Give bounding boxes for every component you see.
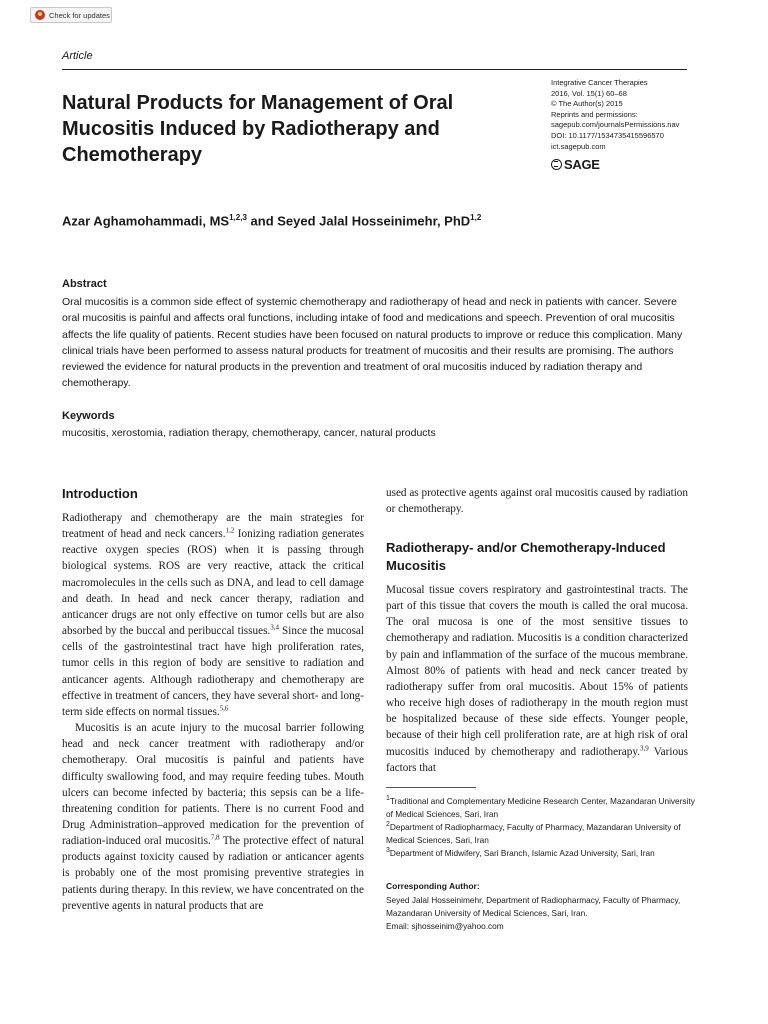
author-1: Azar Aghamohammadi, MS	[62, 213, 230, 229]
citation: 1,2	[225, 526, 235, 535]
affiliation-text: Department of Midwifery, Sari Branch, Islamic Azad University, Sari, Iran	[389, 848, 655, 858]
affiliation-number: 3	[386, 847, 390, 855]
abstract-heading: Abstract	[62, 278, 107, 290]
citation: 5,6	[219, 704, 229, 713]
intro-p2-text-a: Mucositis is an acute injury to the mucosal barrier following head and neck cancer treatment with radiotherapy and/or chemotherapy. Oral mucositis is painful and patients have difficulty swallowing food, and may require feeding tubes. Mouth ulcers can become infected by bacteria; this sepsis can be a life-threatening condition for patients. There is no current Food and Drug Administration–approved medication for the prevention of radiation-induced oral mucositis.	[62, 722, 364, 848]
author-2-affiliations: 1,2	[470, 213, 482, 222]
article-title: Natural Products for Management of Oral Mucositis Induced by Radiotherapy and Chemotherapy	[62, 92, 454, 166]
affiliation-3	[386, 847, 696, 860]
keywords-heading: Keywords	[62, 410, 115, 422]
abstract-text: Oral mucositis is a common side effect of systemic chemotherapy and radiotherapy of head and neck in patients with cancer. Severe oral mucositis is painful and affects oral functions, including intake of food and medications and speech. Prevention of oral mucositis affects the life quality of patients. Recent studies have been focused on natural products to improve or reduce this complication. Many clinical trials have been performed to assess natural products for treatment of mucositis and their results are promising. The authors reviewed the evidence for natural products in the prevention and treatment of oral mucositis induced by radiation therapy and chemotherapy.	[62, 296, 683, 390]
citation: 3,4	[270, 623, 279, 632]
crossmark-icon	[35, 10, 45, 20]
introduction-body	[62, 510, 364, 914]
author-1-affiliations: 1,2,3	[229, 213, 247, 222]
intro-paragraph-1	[62, 510, 364, 720]
mucositis-section-heading: Radiotherapy- and/or Chemotherapy-Induced Mucositis	[386, 540, 666, 573]
author-line	[62, 213, 481, 228]
journal-url[interactable]: ict.sagepub.com	[551, 141, 606, 151]
intro-p2-text-b: The protective effect of natural products against toxicity caused by radiation or anticancer agents is probably one of the most promising preventive strategies in patients during therapy. In this review, we have concentrated on the preventive agents in natural products that are	[62, 835, 364, 912]
continuation-paragraph: used as protective agents against oral mucositis caused by radiation or chemotherapy.	[386, 487, 688, 516]
check-for-updates-label: Check for updates	[49, 10, 110, 20]
intro-p1-text-c: Since the mucosal cells of the gastrointestinal tract have high proliferation rates, tumor cells in this region of body are sensitive to radiation and anticancer agents. Although radiotherapy and chemotherapy are effective in treatment of cancers, they have several short- and long-term side effects on normal tissues.	[62, 625, 364, 718]
journal-name: Integrative Cancer Therapies	[551, 78, 648, 87]
publisher-name: SAGE	[564, 157, 600, 172]
mucositis-text-b: Various factors that	[386, 745, 688, 774]
affiliation-text: Department of Radiopharmacy, Faculty of Pharmacy, Mazandaran University of Medical Sciences, Sari, Iran	[386, 822, 681, 845]
affiliation-1	[386, 795, 696, 821]
intro-p1-text-b: Ionizing radiation generates reactive oxygen species (ROS) when it is passing through biological systems. ROS are very reactive, attack the critical macromolecules in the cells such as DNA, and lead to cell damage and death. In head and neck cancer therapy, radiation and anticancer drugs are not only effective on tumor cells but are also absorbed by the buccal and peribuccal tissues.	[62, 528, 364, 638]
author-2: Seyed Jalal Hosseinimehr, PhD	[277, 213, 471, 229]
affiliation-number: 2	[386, 821, 390, 829]
sage-logo-icon	[551, 159, 562, 170]
permissions-link[interactable]: sagepub.com/journalsPermissions.nav	[551, 120, 680, 130]
mucositis-section-body	[386, 582, 688, 776]
article-type-label: Article	[62, 50, 93, 62]
affiliation-2	[386, 821, 696, 847]
journal-volume: 2016, Vol. 15(1) 60–68	[551, 88, 627, 98]
affiliation-number: 1	[386, 795, 390, 803]
author-conjunction: and	[246, 213, 278, 229]
affiliation-text: Traditional and Complementary Medicine Research Center, Mazandaran University of Medical Sciences, Sari, Iran	[386, 796, 695, 819]
introduction-heading: Introduction	[62, 486, 138, 501]
publisher-logo	[551, 157, 600, 172]
corresponding-author-address: Seyed Jalal Hosseinimehr, Department of Radiopharmacy, Faculty of Pharmacy, Mazandaran University of Medical Sciences, Sari, Iran.	[386, 895, 681, 918]
citation: 3,9	[639, 743, 649, 752]
corresponding-author-details	[386, 894, 696, 933]
intro-continuation	[386, 485, 688, 517]
mucositis-text-a: Mucosal tissue covers respiratory and gastrointestinal tracts. The part of this tissue that covers the mouth is called the oral mucosa. The oral mucosa is one of the most sensitive tissues to chemotherapy and radiation. Mucositis is a condition characterized by pain and inflammation of the surface of the mucous membrane. Almost 80% of patients with head and neck cancer treated by radiotherapy suffer from oral mucositis. About 15% of patients who receive high doses of radiotherapy in the mouth region must be hospitalized because of these side effects. Younger people, because of their high cell proliferation rate, are at high risk of oral mucositis induced by chemotherapy and radiotherapy.	[386, 584, 688, 758]
keywords-text: mucositis, xerostomia, radiation therapy, chemotherapy, cancer, natural products	[62, 427, 436, 439]
corresponding-author-email[interactable]: Email: sjhosseinim@yahoo.com	[386, 921, 504, 931]
footnote-divider	[386, 787, 476, 788]
copyright: © The Author(s) 2015	[551, 99, 623, 109]
corresponding-author-heading: Corresponding Author:	[386, 881, 480, 891]
intro-paragraph-2	[62, 720, 364, 914]
intro-p1-text-a: Radiotherapy and chemotherapy are the main strategies for treatment of head and neck cancers.	[62, 512, 364, 541]
journal-meta	[551, 78, 701, 152]
mucositis-paragraph	[386, 582, 688, 776]
doi[interactable]: DOI: 10.1177/1534735415596570	[551, 130, 664, 140]
header-divider	[62, 69, 687, 70]
check-for-updates-button[interactable]	[30, 7, 112, 23]
citation: 7,8	[210, 833, 220, 842]
reprints-label: Reprints and permissions:	[551, 109, 638, 119]
